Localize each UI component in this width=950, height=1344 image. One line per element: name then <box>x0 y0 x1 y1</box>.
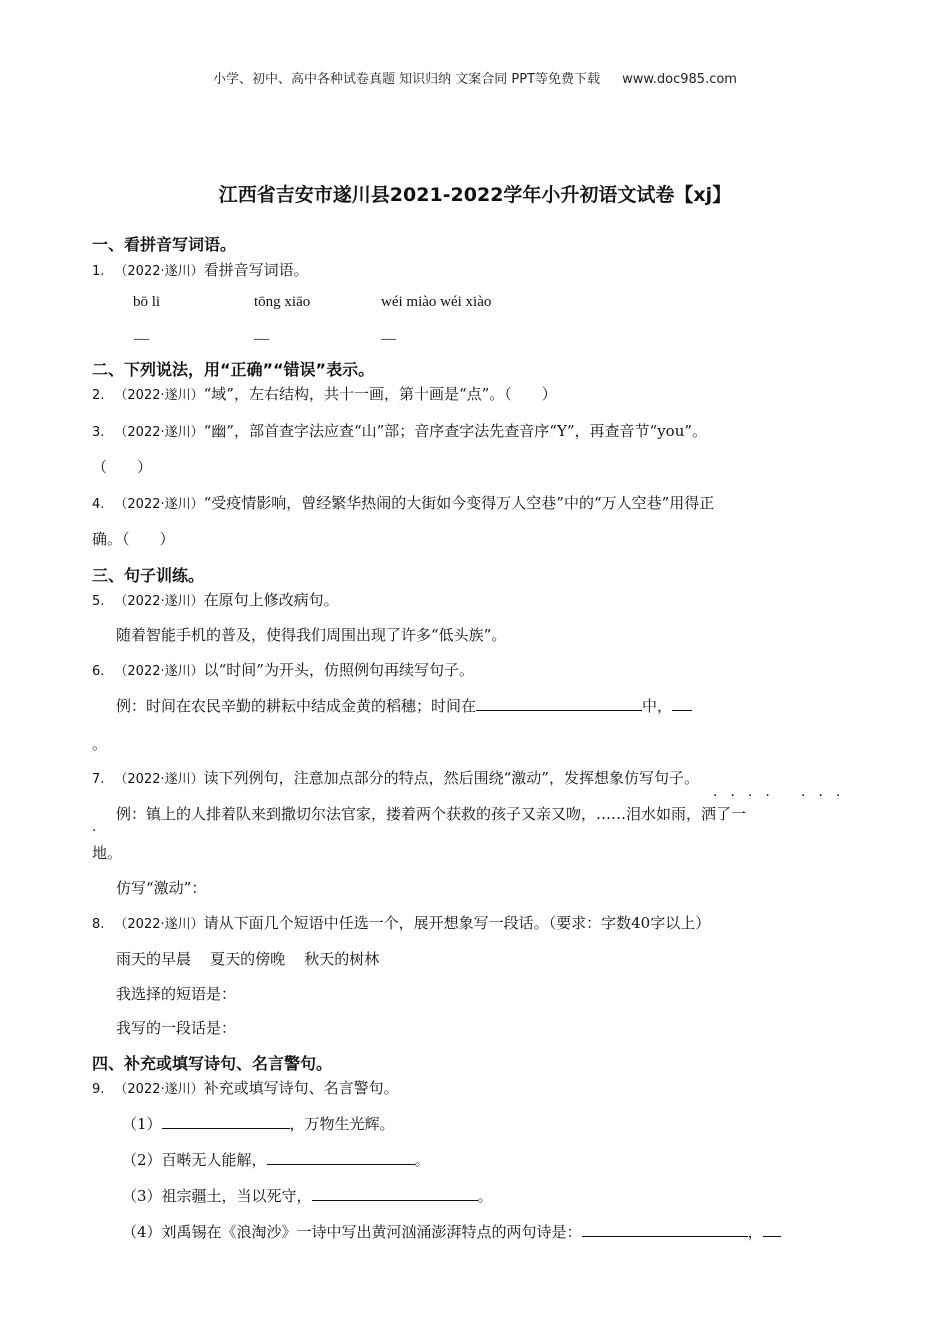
q3-answer-bracket[interactable]: （ ） <box>92 458 153 476</box>
q8-phrase-3: 秋天的树林 <box>304 950 380 968</box>
q9-item-3: （3）祖宗疆土，当以死守， 。 <box>122 1187 493 1205</box>
q8-phrases <box>116 948 379 969</box>
q1-answer-blank-2[interactable]: __ <box>254 326 269 342</box>
q1-pinyin-2: tōng xiāo <box>254 294 311 310</box>
question-5: 5. （2022·遂川）在原句上修改病句。 <box>92 591 339 609</box>
q7-emphasis-dots-3: · <box>92 823 110 839</box>
q1-answer-blank-1[interactable]: __ <box>134 326 149 342</box>
q1-pinyin-3: wéi miào wéi xiào <box>381 294 492 310</box>
question-7: 7. （2022·遂川）读下列例句，注意加点部分的特点，然后围绕“激动”，发挥想象仿写句子。 <box>92 769 699 787</box>
q9-item-1-blank[interactable] <box>162 1114 290 1129</box>
q6-blank-2[interactable] <box>672 696 692 711</box>
q6-blank-1[interactable] <box>476 696 642 711</box>
q9-item-4: （4）刘禹锡在《浪淘沙》一诗中写出黄河汹涌澎湃特点的两句诗是： ， <box>122 1221 781 1242</box>
section-1-heading: 一、看拼音写词语。 <box>92 235 237 254</box>
q7-emphasis-dots-2: ··· <box>801 788 854 804</box>
page-title: 江西省吉安市遂川县2021-2022学年小升初语文试卷【xj】 <box>218 184 732 206</box>
question-9: 9. （2022·遂川）补充或填写诗句、名言警句。 <box>92 1079 399 1097</box>
page-header <box>0 68 950 87</box>
q7-emphasis-dots-1: ···· <box>713 788 783 804</box>
header-text: 小学、初中、高中各种试卷真题 知识归纳 文案合同 PPT等免费下载 <box>213 72 601 87</box>
question-8: 8. （2022·遂川）请从下面几个短语中任选一个，展开想象写一段话。（要求：字数40字以上） <box>92 914 711 932</box>
section-2-heading: 二、下列说法，用“正确”“错误”表示。 <box>92 360 375 379</box>
q9-item-1: （1） ，万物生光辉。 <box>122 1115 395 1133</box>
question-4: 4. （2022·遂川）“受疫情影响，曾经繁华热闹的大街如今变得万人空巷”中的“万人空巷”用得正 <box>92 494 715 512</box>
q8-paragraph-prompt: 我写的一段话是： <box>116 1019 237 1037</box>
section-4-heading: 四、补充或填写诗句、名言警句。 <box>92 1054 333 1073</box>
q9-item-4-blank-2[interactable] <box>763 1222 781 1237</box>
question-6: 6. （2022·遂川）以“时间”为开头，仿照例句再续写句子。 <box>92 661 474 679</box>
question-2: 2. （2022·遂川）“域”，左右结构，共十一画，第十画是“点”。（ ） <box>92 385 557 403</box>
q9-item-2: （2）百啭无人能解， 。 <box>122 1151 430 1169</box>
q8-choice-prompt: 我选择的短语是： <box>116 985 237 1003</box>
header-url[interactable]: www.doc985.com <box>622 72 737 87</box>
q8-phrase-2: 夏天的傍晚 <box>210 950 286 968</box>
q6-continuation: 。 <box>92 735 108 753</box>
question-3: 3. （2022·遂川）“幽”，部首查字法应查“山”部；音序查字法先查音序“Y”，再查音节“you”。 <box>92 422 708 440</box>
q7-imitate-prompt: 仿写“激动”： <box>116 879 207 897</box>
q9-item-3-blank[interactable] <box>312 1186 478 1201</box>
q1-answer-blank-3[interactable]: __ <box>381 326 396 342</box>
q9-item-4-blank-1[interactable] <box>582 1222 748 1237</box>
question-1: 1. （2022·遂川）看拼音写词语。 <box>92 261 309 279</box>
q6-example: 例：时间在农民辛勤的耕耘中结成金黄的稻穗；时间在 中， <box>116 695 692 716</box>
section-3-heading: 三、句子训练。 <box>92 566 205 585</box>
q7-continuation: 地。 <box>92 844 123 862</box>
q9-item-2-blank[interactable] <box>267 1150 415 1165</box>
q8-phrase-1: 雨天的早晨 <box>116 950 192 968</box>
q1-pinyin-1: bō li <box>133 294 161 310</box>
q7-example: 例：镇上的人排着队来到撒切尔法官家，搂着两个获救的孩子又亲又吻，……泪水如雨，洒了一 <box>116 805 747 823</box>
q4-continuation: 确。（ ） <box>92 530 175 548</box>
q5-sentence: 随着智能手机的普及，使得我们周围出现了许多“低头族”。 <box>116 626 507 644</box>
